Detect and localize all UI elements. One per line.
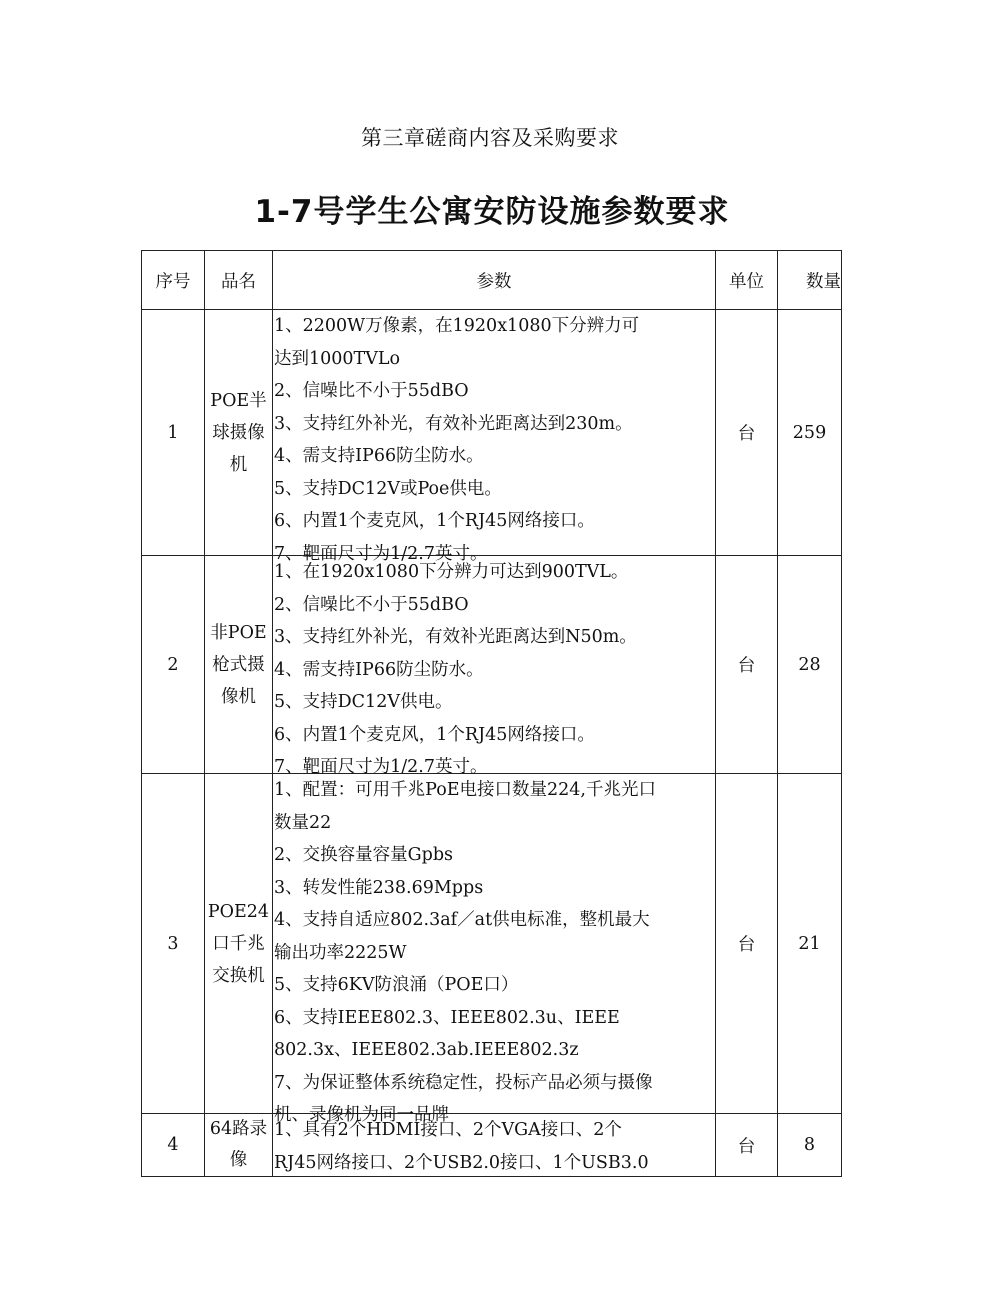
param-line: 5、支持DC12V供电。: [274, 692, 453, 712]
header-qty: 数量: [778, 251, 842, 310]
row-params: [273, 1114, 716, 1177]
row-unit: 台: [716, 310, 778, 556]
param-line: 6、内置1个麦克风，1个RJ45网络接口。: [274, 724, 595, 745]
row-no: 4: [142, 1114, 205, 1177]
row-name: 非POE枪式摄像机: [205, 556, 273, 774]
param-line: 1、在1920x1080下分辨力可达到900TVL。: [274, 562, 629, 582]
param-line: 7、为保证整体系统稳定性，投标产品必须与摄像: [274, 1072, 653, 1093]
param-line: 输出功率2225W: [274, 942, 407, 963]
chapter-title: 第三章磋商内容及采购要求: [361, 126, 619, 150]
spec-table: [141, 250, 842, 1177]
row-qty: 21: [778, 774, 842, 1114]
row-params: [273, 556, 716, 777]
param-line: 3、支持红外补光，有效补光距离达到N50m。: [274, 627, 637, 647]
param-line: 7、靶面尺寸为1/2.7英寸。: [274, 543, 488, 564]
header-unit: 单位: [716, 251, 778, 310]
row-no: 1: [142, 310, 205, 556]
param-line: 2、交换容量容量Gpbs: [274, 845, 453, 865]
row-no: 3: [142, 774, 205, 1114]
row-qty: 259: [778, 310, 842, 556]
row-unit: 台: [716, 1114, 778, 1177]
table-row: [142, 310, 842, 556]
table-row: [142, 556, 842, 774]
param-line: 1、配置：可用千兆PoE电接口数量224,千兆光口: [274, 780, 656, 800]
param-line: 数量22: [274, 812, 332, 833]
param-line: 4、支持自适应802.3af／at供电标准，整机最大: [274, 910, 650, 930]
row-name: 64路录像: [205, 1114, 273, 1177]
param-line: 5、支持DC12V或Poe供电。: [274, 478, 502, 499]
param-line: 4、需支持IP66防尘防水。: [274, 446, 484, 466]
table-row: [142, 1114, 842, 1177]
param-line: 7、靶面尺寸为1/2.7英寸。: [274, 757, 488, 777]
param-line: 达到1000TVLo: [274, 348, 401, 369]
row-qty: 8: [778, 1114, 842, 1177]
row-name: POE24口千兆交换机: [205, 774, 273, 1114]
row-name: POE半球摄像机: [205, 310, 273, 556]
row-params: [273, 310, 716, 564]
param-line: 5、支持6KV防浪涌（POE口）: [274, 975, 519, 995]
param-line: 6、支持IEEE802.3、IEEE802.3u、IEEE: [274, 1007, 620, 1028]
param-line: 802.3x、IEEE802.3ab.IEEE802.3z: [274, 1040, 579, 1060]
param-line: 机、录像机为同一品牌: [274, 1105, 449, 1125]
row-qty: 28: [778, 556, 842, 774]
table-row: [142, 774, 842, 1114]
param-line: 2、信噪比不小于55dBO: [274, 381, 469, 401]
param-line: 6、内置1个麦克风，1个RJ45网络接口。: [274, 511, 595, 531]
header-no: 序号: [142, 251, 205, 310]
param-line: RJ45网络接口、2个USB2.0接口、1个USB3.0: [274, 1152, 649, 1173]
document-title: 1-7号学生公寓安防设施参数要求: [254, 194, 730, 230]
row-params: [273, 774, 716, 1125]
table-header-row: [142, 251, 842, 310]
param-line: 3、转发性能238.69Mpps: [274, 877, 484, 898]
row-unit: 台: [716, 556, 778, 774]
param-line: 1、具有2个HDMI接口、2个VGA接口、2个: [274, 1120, 622, 1140]
param-line: 3、支持红外补光，有效补光距离达到230m。: [274, 413, 633, 434]
row-no: 2: [142, 556, 205, 774]
header-params: 参数: [273, 251, 716, 310]
header-name: 品名: [205, 251, 273, 310]
param-line: 1、2200W万像素，在1920x1080下分辨力可: [274, 316, 640, 336]
param-line: 2、信噪比不小于55dBO: [274, 594, 469, 615]
row-unit: 台: [716, 774, 778, 1114]
param-line: 4、需支持IP66防尘防水。: [274, 659, 484, 680]
